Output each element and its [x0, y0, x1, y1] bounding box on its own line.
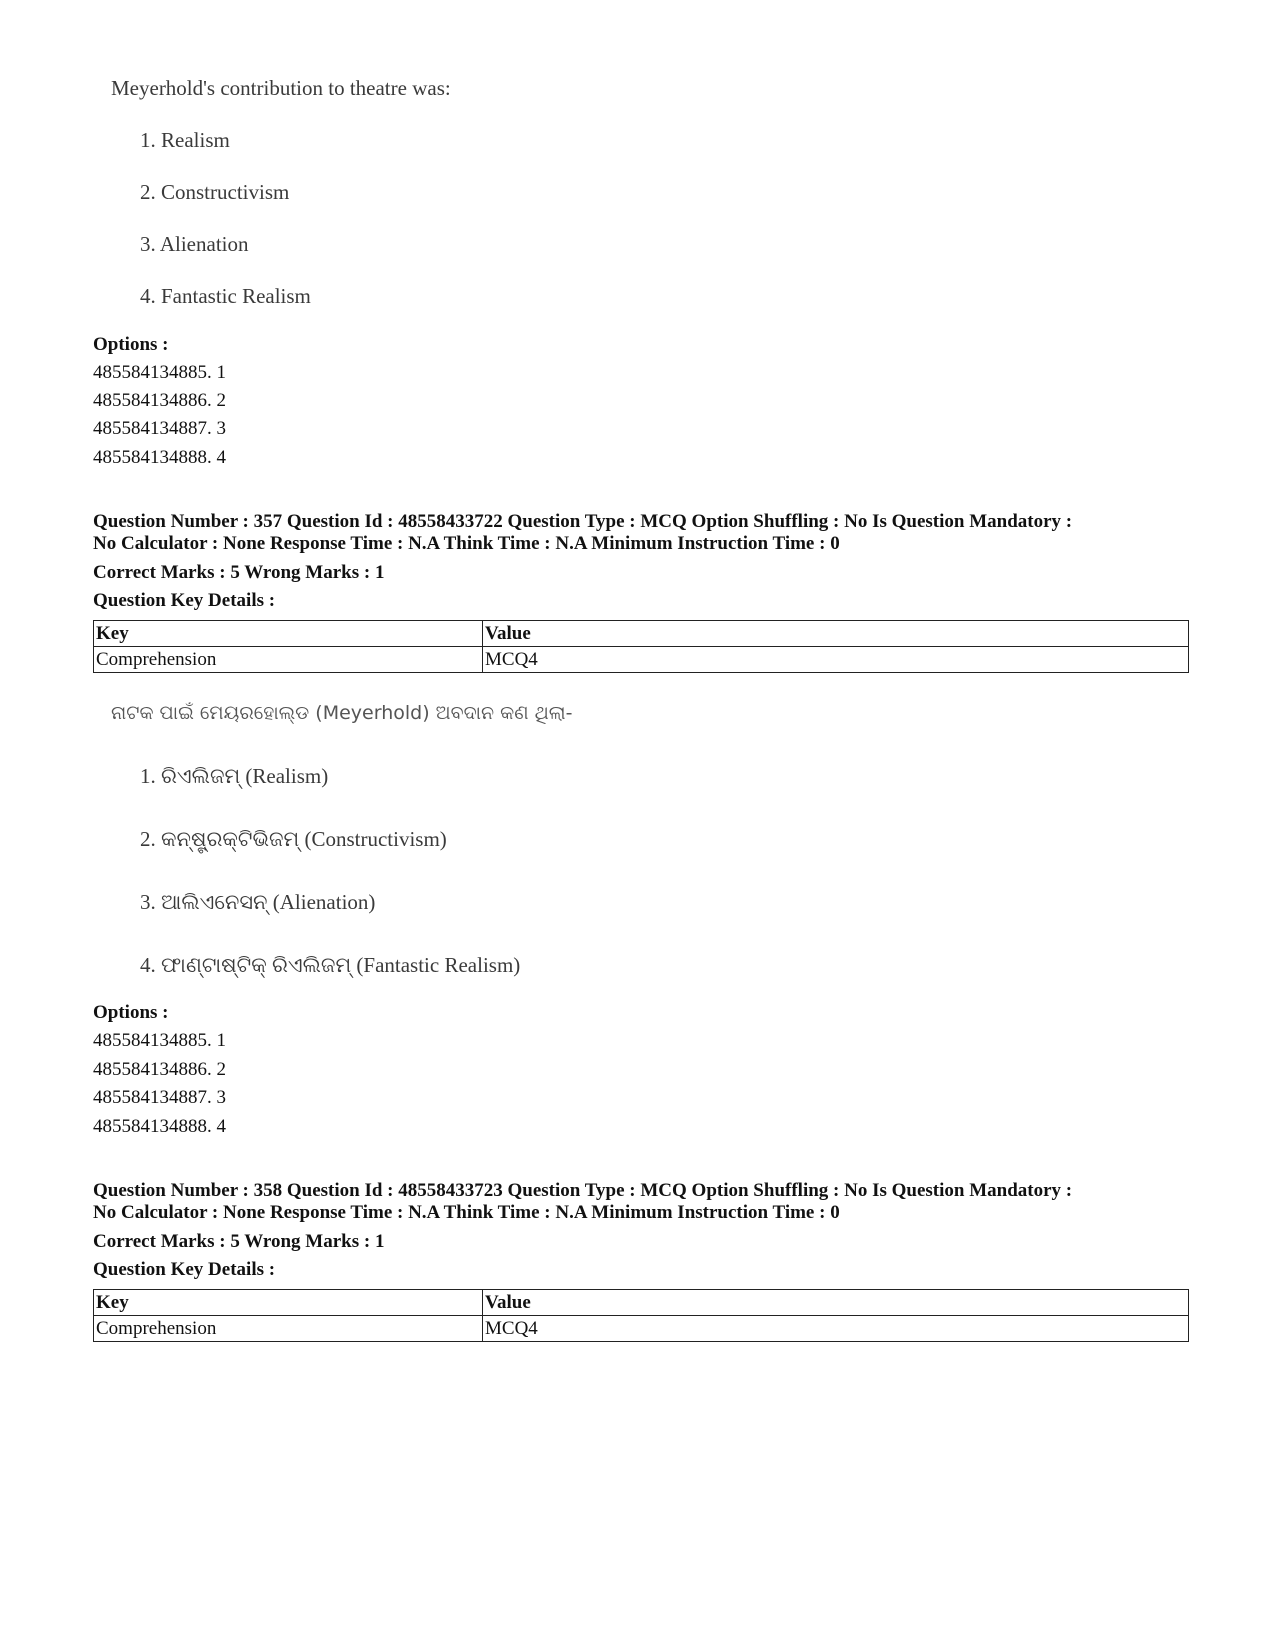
question-meta-line-1: Question Number : 357 Question Id : 48558433722 Question Type : MCQ Option Shuffling : No Is Question Mandatory : [93, 511, 1073, 532]
key-details-table [93, 1289, 1189, 1342]
question-stem: Meyerhold's contribution to theatre was: [111, 76, 451, 100]
key-details-label: Question Key Details : [93, 1259, 276, 1280]
choice-2: 2. କନ୍ଷ୍ଟ୍ରକ୍ଟିଭିଜମ୍ (Constructivism) [140, 827, 447, 851]
question-meta-line-2: No Calculator : None Response Time : N.A Think Time : N.A Minimum Instruction Time : 0 [93, 533, 840, 554]
key-details-label: Question Key Details : [93, 590, 276, 611]
choice-2: 2. Constructivism [140, 180, 290, 204]
question-meta-line-2: No Calculator : None Response Time : N.A Think Time : N.A Minimum Instruction Time : 0 [93, 1202, 840, 1223]
choice-4: 4. ଫାଣ୍ଟାଷ୍ଟିକ୍ ରିଏଲିଜମ୍ (Fantastic Realism) [140, 953, 521, 977]
option-item: 485584134886. 2 [93, 390, 226, 411]
option-item: 485584134888. 4 [93, 1116, 226, 1137]
options-label: Options : [93, 1002, 169, 1023]
table-header-value: Value [483, 621, 1189, 647]
choice-1: 1. ରିଏଲିଜମ୍ (Realism) [140, 764, 329, 788]
options-label: Options : [93, 334, 169, 355]
table-header-value: Value [483, 1290, 1189, 1316]
question-meta-line-1: Question Number : 358 Question Id : 48558433723 Question Type : MCQ Option Shuffling : No Is Question Mandatory : [93, 1180, 1073, 1201]
option-item: 485584134887. 3 [93, 1087, 226, 1108]
table-header-row [94, 621, 1189, 647]
option-item: 485584134887. 3 [93, 418, 226, 439]
option-item: 485584134888. 4 [93, 447, 226, 468]
choice-3: 3. Alienation [140, 232, 249, 256]
table-header-row [94, 1290, 1189, 1316]
table-cell-key: Comprehension [94, 1316, 483, 1342]
choice-1: 1. Realism [140, 128, 230, 152]
table-cell-value: MCQ4 [483, 647, 1189, 673]
table-header-key: Key [94, 621, 483, 647]
option-item: 485584134885. 1 [93, 1030, 226, 1051]
choice-4: 4. Fantastic Realism [140, 284, 311, 308]
option-item: 485584134885. 1 [93, 362, 226, 383]
question-stem: ନାଟକ ପାଇଁ ମେୟରହୋଲ୍ଡ (Meyerhold) ଅବଦାନ କଣ ଥିଲା- [111, 702, 573, 724]
table-cell-key: Comprehension [94, 647, 483, 673]
option-item: 485584134886. 2 [93, 1059, 226, 1080]
choice-3: 3. ଆଲିଏନେସନ୍ (Alienation) [140, 890, 376, 914]
table-row [94, 1316, 1189, 1342]
marks-line: Correct Marks : 5 Wrong Marks : 1 [93, 1231, 385, 1252]
key-details-table [93, 620, 1189, 673]
table-row [94, 647, 1189, 673]
table-cell-value: MCQ4 [483, 1316, 1189, 1342]
table-header-key: Key [94, 1290, 483, 1316]
marks-line: Correct Marks : 5 Wrong Marks : 1 [93, 562, 385, 583]
